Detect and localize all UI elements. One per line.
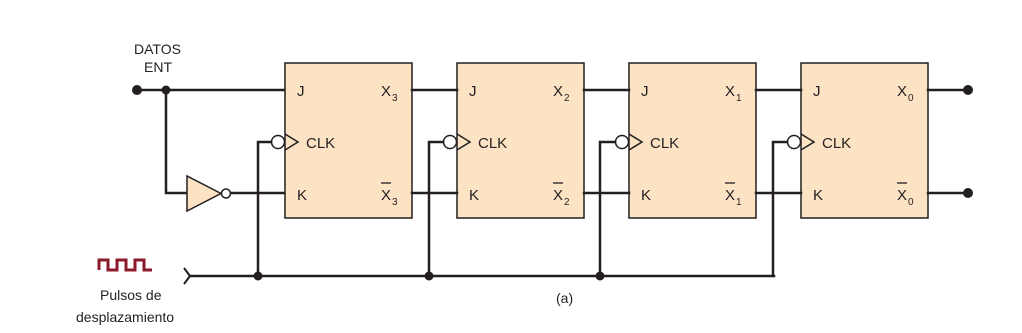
ff-x2-j-label: J — [469, 83, 477, 100]
clock-label-line2: desplazamiento — [76, 309, 175, 325]
ff-x1-qbar-label: X — [725, 187, 736, 204]
ff-x2-q-sub: 2 — [564, 93, 570, 104]
data-in-label-line2: ENT — [144, 59, 172, 75]
ff-x0-qbar-sub: 0 — [908, 197, 914, 208]
clock-pulse-icon — [99, 260, 152, 270]
flipflop-x0 — [801, 63, 928, 218]
ff-x3-qbar-sub: 3 — [392, 197, 398, 208]
flipflop-x1 — [629, 63, 756, 218]
ff-x1-j-label: J — [641, 83, 649, 100]
ff-x3-q-label: X — [381, 83, 392, 100]
ff-x0-qbar-label: X — [897, 187, 908, 204]
data-in-label-line1: DATOS — [134, 41, 181, 57]
ff-x2-clock-bubble — [444, 136, 457, 149]
ff-x0-k-label: K — [813, 187, 824, 204]
ff-x1-clock-junction — [596, 272, 605, 281]
ff-x3-clock-wire — [258, 142, 271, 276]
inverter-gate — [187, 176, 231, 211]
x0bar-output-terminal — [963, 188, 973, 198]
flipflop-x2 — [457, 63, 584, 218]
ff-x2-k-label: K — [469, 187, 480, 204]
ff-x1-k-label: K — [641, 187, 652, 204]
ff-x2-qbar-sub: 2 — [564, 197, 570, 208]
ff-x3-q-sub: 3 — [392, 93, 398, 104]
ff-x3-clock-junction — [254, 272, 263, 281]
ff-x2-q-label: X — [553, 83, 564, 100]
ff-x3-clk-label: CLK — [306, 135, 336, 152]
ff-x2-qbar-label: X — [553, 187, 564, 204]
ff-x3-j-label: J — [297, 83, 305, 100]
clock-label-line1: Pulsos de — [100, 287, 162, 303]
flipflop-x3 — [285, 63, 412, 218]
ff-x3-qbar-label: X — [381, 187, 392, 204]
figure-caption: (a) — [556, 290, 574, 306]
ff-x2-clock-junction — [425, 272, 434, 281]
ff-x3-clock-bubble — [272, 136, 285, 149]
ff-x0-clock-wire — [773, 142, 787, 276]
ff-x0-q-sub: 0 — [908, 93, 914, 104]
ff-x0-clk-label: CLK — [822, 135, 852, 152]
ff-x1-q-sub: 1 — [736, 93, 742, 104]
ff-x1-clk-label: CLK — [650, 135, 680, 152]
ff-x0-j-label: J — [813, 83, 821, 100]
ff-x1-clock-wire — [600, 142, 615, 276]
ff-x3-k-label: K — [297, 187, 308, 204]
ff-x1-clock-bubble — [616, 136, 629, 149]
data-to-inverter-wire — [166, 90, 186, 193]
ff-x2-clock-wire — [429, 142, 443, 276]
ff-x1-q-label: X — [725, 83, 736, 100]
ff-x1-qbar-sub: 1 — [736, 197, 742, 208]
ff-x0-q-label: X — [897, 83, 908, 100]
ff-x0-clock-bubble — [788, 136, 801, 149]
x0-output-terminal — [963, 85, 973, 95]
ff-x2-clk-label: CLK — [478, 135, 508, 152]
